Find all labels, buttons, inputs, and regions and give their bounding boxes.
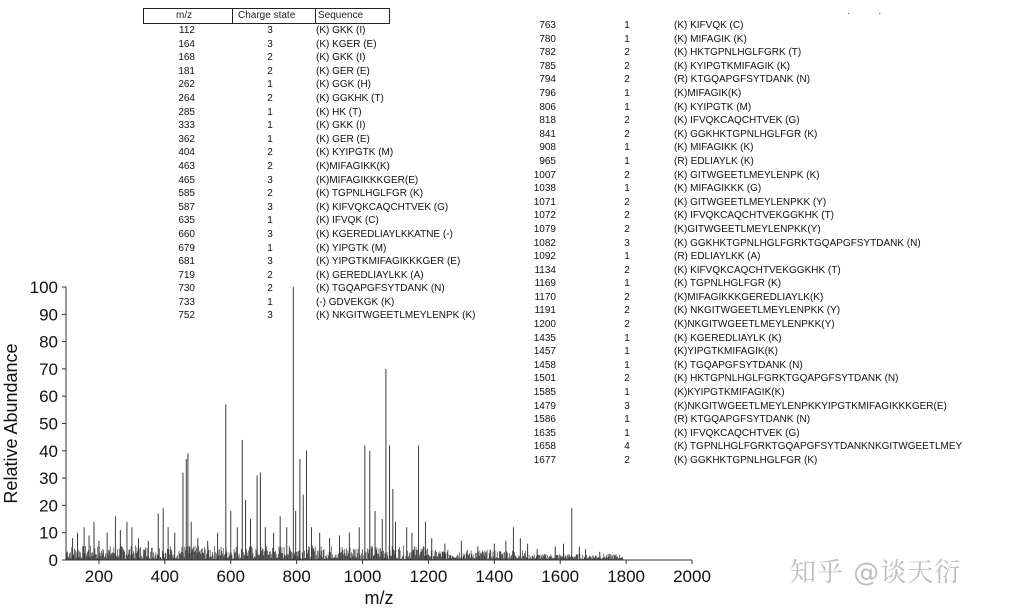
table-row [527,359,1015,373]
mz-cell: 168 [178,52,195,64]
sequence-cell: (K) HK (T) [316,106,362,118]
mz-cell: 719 [178,269,195,281]
mz-cell: 1501 [533,373,556,385]
x-tick-label: 800 [282,567,311,586]
sequence-cell: (K) TGQAPGFSYTDANK (N) [674,359,803,371]
charge-cell: 2 [624,47,630,59]
x-tick-label: 1800 [607,567,646,586]
mz-cell: 112 [179,25,195,36]
table-right [527,19,1015,468]
mz-cell: 333 [178,120,195,132]
mz-cell: 1677 [533,455,556,466]
sequence-cell: (K) TGPNLHGLFGR (K) [674,278,782,290]
mz-cell: 1479 [533,400,556,412]
table-row [527,372,1015,386]
mz-cell: 585 [178,188,195,200]
table-row [527,250,1015,264]
mz-cell: 679 [178,242,195,254]
y-tick-label: 70 [39,359,58,379]
mz-cell: 1191 [534,305,556,317]
table-row [143,92,513,106]
sequence-cell: (K) YIPGTKMIFAGIKKKGER (E) [316,256,461,268]
charge-cell: 2 [267,160,273,172]
header-mz: m/z [176,10,193,21]
charge-cell: 2 [624,291,630,303]
table-row [527,237,1015,251]
y-tick-label: 100 [29,278,58,297]
charge-cell: 2 [267,283,273,295]
charge-cell: 1 [624,142,630,154]
table-row [143,309,513,323]
sequence-cell: (R) EDLIAYLK (K) [674,155,754,167]
sequence-cell: (K) NKGITWGEETLMEYLENPK (K) [316,310,476,322]
y-tick-label: 10 [39,523,58,543]
charge-cell: 2 [624,455,630,466]
table-row [527,128,1015,142]
sequence-cell: (K) GKK (I) [316,52,366,64]
mz-cell: 1635 [533,427,556,439]
x-tick-label: 400 [150,567,180,586]
mz-cell: 1079 [533,223,556,235]
sequence-cell: (K)NKGITWGEETLMEYLENPKK(Y) [674,319,835,331]
mz-cell: 587 [178,201,195,213]
x-axis-label: m/z [364,588,394,608]
mz-cell: 262 [178,79,195,91]
sequence-cell: (K) GER (E) [316,65,370,77]
charge-cell: 2 [267,65,273,77]
table-row [527,33,1015,47]
charge-cell: 2 [624,373,630,385]
table-row [143,228,513,242]
mz-cell: 181 [178,65,195,77]
sequence-cell: (K) GKK (I) [316,120,366,132]
table-row [143,38,513,52]
x-tick-label: 2000 [673,567,711,586]
mz-cell: 763 [539,20,556,31]
sequence-cell: (K) KIFVQKCAQCHTVEK (G) [316,201,449,213]
mz-cell: 285 [178,106,195,118]
charge-cell: 2 [624,60,630,72]
charge-cell: 3 [267,201,273,213]
y-tick-label: 40 [39,441,58,461]
x-tick-label: 1200 [409,567,448,586]
charge-cell: 1 [267,215,273,227]
mz-cell: 782 [539,47,556,59]
ellipsis-marks: · · [847,8,882,19]
table-row [527,304,1015,318]
table-row [527,87,1015,101]
sequence-cell: (K) HKTGPNLHGLFGRKTGQAPGFSYTDANK (N) [674,373,899,385]
mz-cell: 264 [178,92,195,104]
charge-cell: 2 [624,264,630,276]
charge-cell: 1 [624,251,630,263]
table-row [143,269,513,283]
charge-cell: 3 [624,400,630,412]
charge-cell: 4 [624,441,630,453]
mz-cell: 1435 [533,332,556,344]
table-row [143,119,513,133]
table-row [527,101,1015,115]
table-row [527,209,1015,223]
mz-cell: 806 [539,101,556,113]
sequence-cell: (K)NKGITWGEETLMEYLENPKKYIPGTKMIFAGIKKKGER(E) [674,400,947,412]
sequence-cell: (R) KTGQAPGFSYTDANK (N) [674,414,811,426]
charge-cell: 2 [624,115,630,127]
charge-cell: 2 [267,147,273,159]
mz-cell: 1007 [533,169,556,181]
charge-cell: 1 [624,414,630,426]
charge-cell: 1 [624,20,630,31]
mz-cell: 796 [539,87,556,99]
sequence-cell: (K)KYIPGTKMIFAGIK(K) [674,387,785,399]
y-tick-label: 30 [39,469,58,489]
mz-cell: 1585 [533,387,556,399]
table-row [143,146,513,160]
table-row [527,345,1015,359]
mz-cell: 965 [539,155,556,167]
sequence-cell: (K)GITWGEETLMEYLENPKK(Y) [674,223,821,235]
charge-cell: 2 [624,196,630,208]
sequence-cell: (K) GGKHKTGPNLHGLFGR (K) [674,128,818,140]
mz-cell: 733 [178,296,195,308]
charge-cell: 1 [267,79,273,91]
table-row [143,214,513,228]
mz-cell: 1038 [533,183,556,195]
charge-cell: 3 [267,228,273,240]
sequence-cell: (K) KGEREDLIAYLKKATNE (-) [316,228,453,240]
table-row [143,160,513,174]
table-row [527,60,1015,74]
sequence-cell: (K) GGKHK (T) [316,92,384,104]
charge-cell: 2 [267,269,273,281]
header-charge: Charge state [238,10,296,21]
sequence-cell: (K) KYIPGTK (M) [674,101,752,113]
table-row [527,223,1015,237]
table-row [143,255,513,269]
table-row [527,427,1015,441]
sequence-cell: (K) GGKHKTGPNLHGLFGR (K) [674,455,818,466]
mz-cell: 1071 [533,196,556,208]
charge-cell: 1 [267,133,273,145]
table-row [527,386,1015,400]
mz-cell: 1170 [534,291,556,303]
table-row [527,264,1015,278]
mz-cell: 818 [539,115,556,127]
table-row [143,242,513,256]
charge-cell: 2 [624,210,630,222]
mz-cell: 1658 [533,441,556,453]
mz-cell: 1134 [534,264,556,276]
sequence-cell: (K) GKK (I) [316,25,366,36]
sequence-cell: (K) KGEREDLIAYLK (K) [674,332,782,344]
sequence-cell: (K)MIFAGIK(K) [674,87,742,99]
header-sequence: Sequence [318,10,364,21]
mz-cell: 785 [539,60,556,72]
sequence-cell: (-) GDVEKGK (K) [316,296,395,308]
sequence-cell: (K) GGKHKTGPNLHGLFGRKTGQAPGFSYTDANK (N) [674,237,921,249]
sequence-cell: (K)YIPGTKMIFAGIK(K) [674,346,778,358]
table-row [143,24,513,38]
table-row [143,296,513,310]
charge-cell: 1 [624,387,630,399]
charge-cell: 1 [267,242,273,254]
sequence-cell: (K) TGPNLHGLFGRKTGQAPGFSYTDANKNKGITWGEETLMEY [674,441,963,453]
y-tick-label: 90 [39,305,58,325]
baseline-noise [67,546,623,560]
table-row [527,332,1015,346]
sequence-cell: (K) NKGITWGEETLMEYLENPKK (Y) [674,305,841,317]
mz-cell: 1082 [533,237,556,249]
y-tick-label: 0 [48,551,58,570]
y-tick-label: 80 [39,332,58,352]
sequence-cell: (K) GEREDLIAYLKK (A) [316,269,424,281]
table-row [527,169,1015,183]
mz-cell: 635 [178,215,195,227]
sequence-cell: (K) GER (E) [316,133,370,145]
mz-cell: 780 [539,33,556,45]
sequence-cell: (K) KYIPGTKMIFAGIK (K) [674,60,791,72]
table-row [143,51,513,65]
table-row [143,133,513,147]
y-axis-label: Relative Abundance [1,343,21,504]
mz-cell: 660 [178,228,195,240]
mz-cell: 1092 [533,251,556,263]
table-row [527,182,1015,196]
charge-cell: 1 [624,359,630,371]
table-header [143,8,390,24]
charge-cell: 2 [624,305,630,317]
table-row [143,174,513,188]
sequence-cell: (K)MIFAGIKKKGEREDLIAYLK(K) [674,291,824,303]
charge-cell: 2 [624,128,630,140]
table-left [143,24,513,323]
table-row [527,400,1015,414]
table-row [527,114,1015,128]
x-tick-label: 600 [216,567,245,586]
y-tick-label: 50 [39,414,58,434]
sequence-cell: (K) TGQAPGFSYTDANK (N) [316,283,445,295]
watermark-text: 知乎 @谈天衍 [790,558,962,588]
sequence-cell: (K)MIFAGIKK(K) [316,160,390,172]
mz-cell: 1200 [533,319,556,331]
mz-cell: 908 [539,142,556,154]
sequence-cell: (K) HKTGPNLHGLFGRK (T) [674,47,802,59]
sequence-cell: (K) GITWGEETLMEYLENPK (K) [674,169,820,181]
table-row [143,282,513,296]
table-row [527,318,1015,332]
charge-cell: 2 [624,169,630,181]
sequence-cell: (K)MIFAGIKKKGER(E) [316,174,419,186]
table-row [527,291,1015,305]
peaks-group [73,287,600,560]
charge-cell: 2 [624,319,630,331]
table-row [143,78,513,92]
x-tick-label: 200 [84,567,114,586]
mz-cell: 730 [178,283,195,295]
charge-cell: 2 [267,92,273,104]
sequence-cell: (K) KIFVQKCAQCHTVEKGGKHK (T) [674,264,841,276]
mz-cell: 752 [178,310,195,322]
charge-cell: 2 [624,223,630,235]
sequence-cell: (K) IFVQKCAQCHTVEKGGKHK (T) [674,210,835,222]
mz-cell: 404 [178,147,195,159]
charge-cell: 3 [267,25,273,36]
table-row [527,454,1015,468]
charge-cell: 1 [624,278,630,290]
table-row [527,141,1015,155]
mz-cell: 164 [178,38,195,50]
mz-cell: 1586 [533,414,556,426]
charge-cell: 3 [267,310,273,322]
charge-cell: 1 [624,346,630,358]
table-row [143,65,513,79]
sequence-cell: (K) TGPNLHGLFGR (K) [316,188,424,200]
charge-cell: 3 [624,237,630,249]
x-tick-label: 1000 [343,567,382,586]
sequence-cell: (R) EDLIAYLKK (A) [674,251,761,263]
mz-cell: 1169 [534,278,556,290]
sequence-cell: (K) KYIPGTK (M) [316,147,394,159]
x-tick-label: 1600 [541,567,580,586]
charge-cell: 1 [624,427,630,439]
charge-cell: 2 [267,188,273,200]
y-tick-label: 60 [39,387,58,407]
charge-cell: 1 [267,296,273,308]
sequence-cell: (K) IFVQKCAQCHTVEK (G) [674,115,800,127]
charge-cell: 3 [267,174,273,186]
mz-cell: 1458 [533,359,556,371]
sequence-cell: (K) IFVQKCAQCHTVEK (G) [674,427,800,439]
y-tick-label: 20 [39,496,58,516]
table-row [527,413,1015,427]
sequence-cell: (K) MIFAGIK (K) [674,33,747,45]
mz-cell: 1457 [533,346,556,358]
charge-cell: 2 [624,74,630,86]
mz-cell: 794 [539,74,556,86]
x-tick-label: 1400 [475,567,514,586]
sequence-cell: (K) GGK (H) [316,79,371,91]
table-row [527,19,1015,33]
charge-cell: 3 [267,256,273,268]
sequence-cell: (K) MIFAGIKKK (G) [674,183,762,195]
mz-cell: 465 [178,174,195,186]
sequence-cell: (K) MIFAGIKK (K) [674,142,754,154]
table-row [143,201,513,215]
sequence-cell: (K) KGER (E) [316,38,377,50]
sequence-cell: (K) KIFVQK (C) [674,20,744,31]
charge-cell: 1 [624,101,630,113]
charge-cell: 1 [624,155,630,167]
mz-cell: 841 [539,128,556,140]
charge-cell: 1 [624,33,630,45]
table-row [143,106,513,120]
table-row [527,277,1015,291]
mz-cell: 463 [178,160,195,172]
table-row [527,46,1015,60]
table-row [527,155,1015,169]
charge-cell: 1 [624,183,630,195]
table-row [527,196,1015,210]
charge-cell: 2 [267,52,273,64]
sequence-cell: (K) GITWGEETLMEYLENPKK (Y) [674,196,827,208]
table-row [527,440,1015,454]
mz-cell: 1072 [533,210,556,222]
charge-cell: 1 [624,87,630,99]
mz-cell: 362 [178,133,195,145]
sequence-cell: (K) YIPGTK (M) [316,242,387,254]
charge-cell: 1 [267,120,273,132]
table-row [143,187,513,201]
mz-cell: 681 [178,256,195,268]
charge-cell: 1 [624,332,630,344]
charge-cell: 3 [267,38,273,50]
charge-cell: 1 [267,106,273,118]
sequence-cell: (K) IFVQK (C) [316,215,379,227]
table-row [527,73,1015,87]
sequence-cell: (R) KTGQAPGFSYTDANK (N) [674,74,811,86]
